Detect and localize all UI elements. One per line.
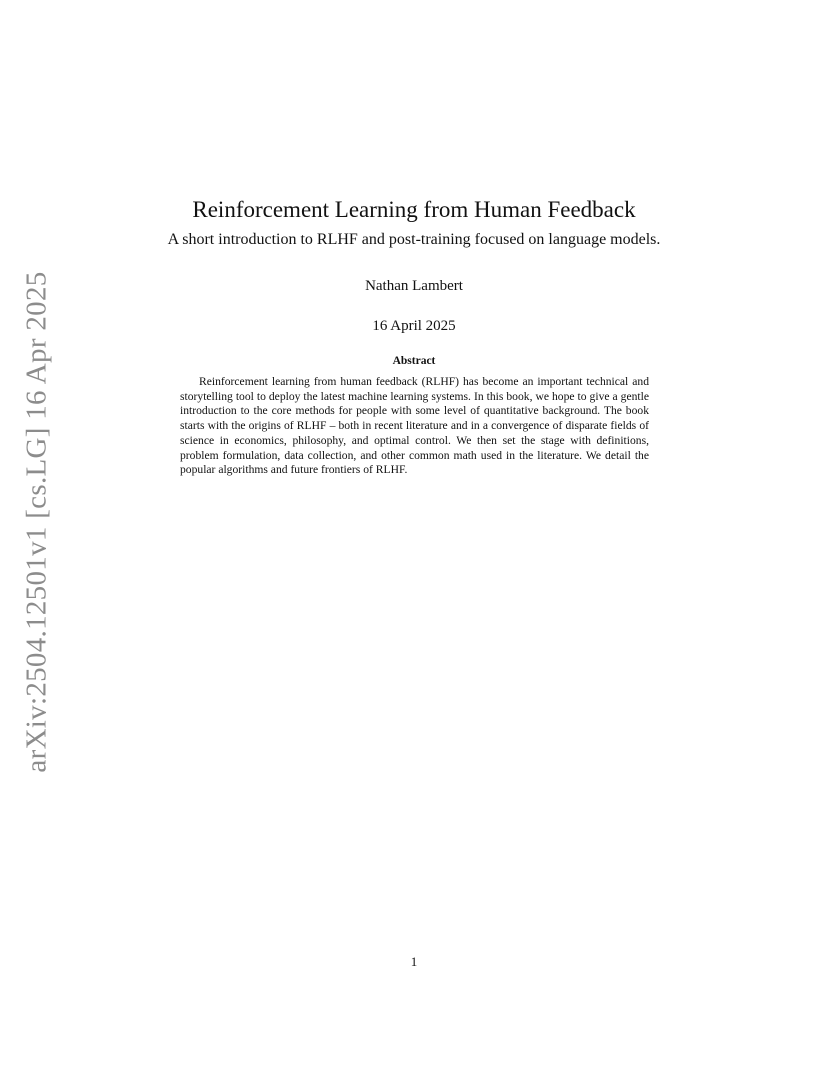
paper-title: Reinforcement Learning from Human Feedback — [192, 197, 636, 222]
author-name: Nathan Lambert — [365, 278, 463, 294]
arxiv-identifier-stamp: arXiv:2504.12501v1 [cs.LG] 16 Apr 2025 — [20, 271, 53, 773]
abstract-heading: Abstract — [392, 355, 436, 367]
paper-subtitle: A short introduction to RLHF and post-training focused on language models. — [167, 231, 661, 248]
page-number: 1 — [410, 954, 418, 969]
publication-date: 16 April 2025 — [372, 318, 456, 334]
abstract-text: Reinforcement learning from human feedback (RLHF) has become an important technical and storytelling tool to deploy the latest machine learning systems. In this book, we hope to give a gentle introduction to the core methods for people with some level of quantitative background. The book starts with the origins of RLHF – both in recent literature and in a convergence of disparate fields of science in economics, philosophy, and optimal control. We then set the stage with definitions, problem formulation, data collection, and other common math used in the literature. We detail the popular algorithms and future frontiers of RLHF. — [180, 375, 649, 477]
